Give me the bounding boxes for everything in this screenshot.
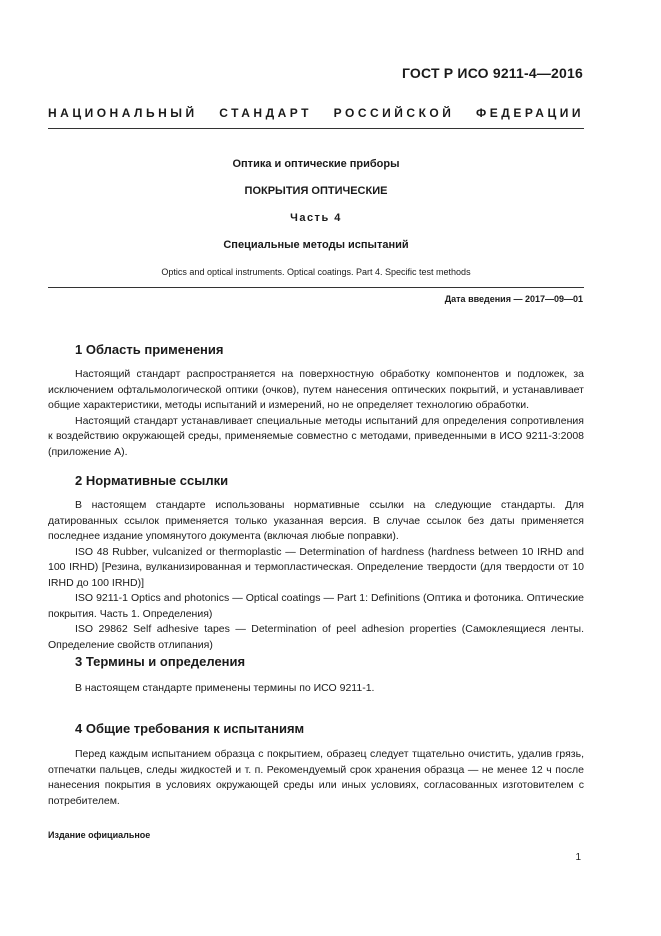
title-part: Часть 4	[290, 212, 342, 224]
paragraph: Перед каждым испытанием образца с покрытием, образец следует тщательно очистить, удалив грязь, отпечатки пальцев, следы жидкостей и т. п. Рекомендуемый срок хранения образца — не менее 12 ч после нанесения покрытия в условиях окружающей среды или иных условиях, согласованных изготовителем с потребителем.	[48, 748, 584, 807]
paragraph: В настоящем стандарте применены термины по ИСО 9211-1.	[75, 682, 375, 694]
title-english: Optics and optical instruments. Optical coatings. Part 4. Specific test methods	[161, 267, 471, 277]
section-4-heading: 4 Общие требования к испытаниям	[75, 721, 305, 736]
paragraph: Настоящий стандарт устанавливает специальные методы испытаний для определения сопротивления к воздействию окружающей среды, применяемые совместно с методами, приведенными в ИСО 9211-3:2008 (приложение А).	[48, 414, 584, 458]
reference-item: ISO 9211-1 Optics and photonics — Optical coatings — Part 1: Definitions (Оптика и фотоника. Оптические покрытия. Часть 1. Определения)	[48, 592, 584, 620]
section-4-body	[48, 747, 584, 809]
section-3-body	[48, 681, 584, 697]
edition-label: Издание официальное	[48, 830, 151, 840]
section-3-heading: 3 Термины и определения	[75, 654, 246, 669]
effective-date: Дата введения — 2017—09—01	[444, 294, 583, 304]
title-line-1: Оптика и оптические приборы	[232, 158, 400, 170]
header-rule	[48, 128, 584, 129]
section-2-heading: 2 Нормативные ссылки	[75, 473, 229, 488]
standard-number: ГОСТ Р ИСО 9211-4—2016	[401, 65, 583, 81]
page-number: 1	[575, 852, 581, 863]
reference-item: ISO 29862 Self adhesive tapes — Determination of peel adhesion properties (Самоклеящиеся ленты. Определение свойств отлипания)	[48, 623, 584, 651]
title-line-2: ПОКРЫТИЯ ОПТИЧЕСКИЕ	[244, 185, 388, 197]
section-1-body	[48, 367, 584, 460]
section-2-body	[48, 498, 584, 653]
title-line-4: Специальные методы испытаний	[223, 239, 409, 251]
paragraph: В настоящем стандарте использованы нормативные ссылки на следующие стандарты. Для датированных ссылок применяется только указанная версия. В случае ссылок без даты применяется последнее издание упомянутого документа (включая любые поправки).	[48, 499, 584, 542]
title-rule	[48, 287, 584, 288]
paragraph: Настоящий стандарт распространяется на поверхностную обработку компонентов и подложек, за исключением офтальмологической оптики (очков), путем нанесения оптических покрытий, и устанавливает общие характеристики, методы испытаний и измерений, но не определяет технологию обработки.	[48, 368, 584, 411]
reference-item: ISO 48 Rubber, vulcanized or thermoplastic — Determination of hardness (hardness between 10 IRHD and 100 IRHD) [Резина, вулканизированная и термопластическая. Определение твердости (для твердости от 10 IRHD до 100 IRHD)]	[48, 545, 584, 589]
national-standard-banner: НАЦИОНАЛЬНЫЙ СТАНДАРТ РОССИЙСКОЙ ФЕДЕРАЦИИ	[48, 106, 584, 120]
section-1-heading: 1 Область применения	[75, 342, 224, 357]
